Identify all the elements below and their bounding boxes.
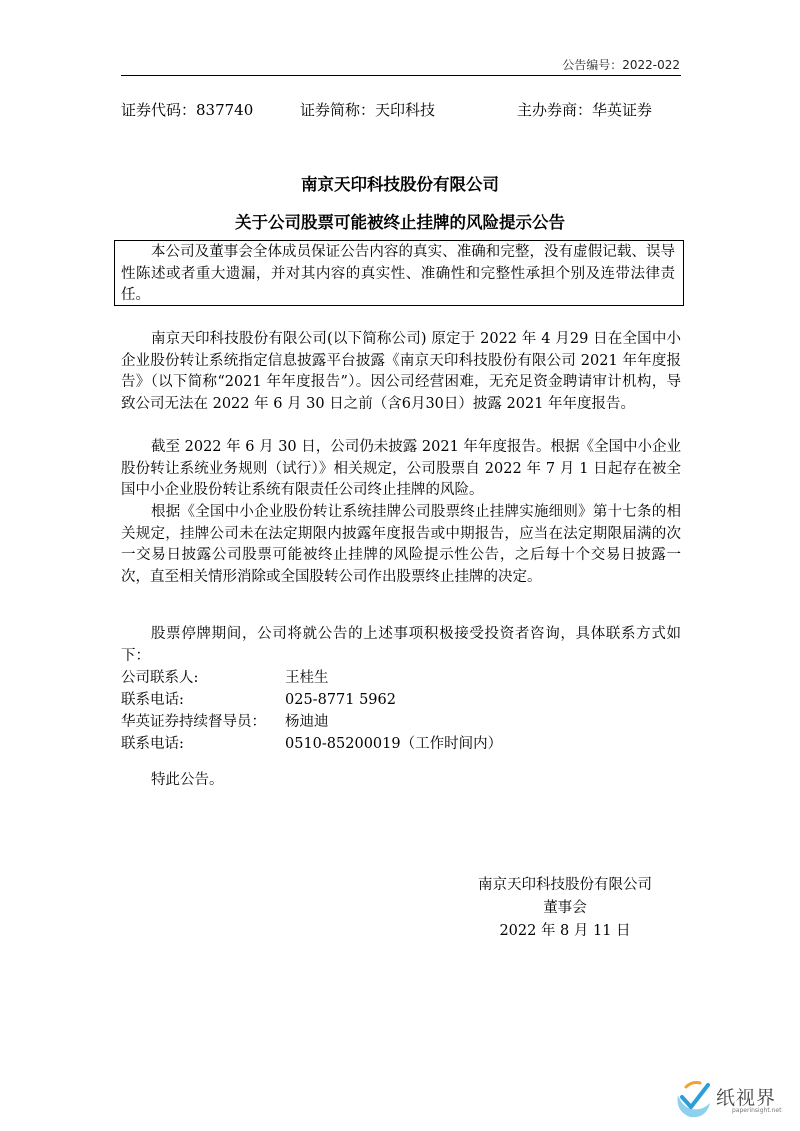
- contact-value: 王桂生: [285, 670, 329, 686]
- sponsoring-broker: 主办券商：华英证券: [517, 101, 653, 119]
- contact-label: 公司联系人:: [121, 670, 199, 686]
- company-name: 南京天印科技股份有限公司: [301, 175, 499, 194]
- header-divider: [121, 75, 681, 76]
- watermark-text: 纸视界: [716, 1087, 777, 1109]
- contact-label: 联系电话:: [121, 692, 184, 708]
- watermark: [672, 1077, 792, 1123]
- contact-value: 杨迪迪: [285, 714, 329, 730]
- contact-value: 0510-85200019（工作时间内）: [285, 736, 503, 752]
- announcement-number: 公告编号：2022-022: [562, 58, 680, 72]
- signature-board: 董事会: [543, 900, 587, 916]
- contact-value: 025-8771 5962: [285, 692, 396, 708]
- security-code: 证券代码：837740: [121, 101, 254, 119]
- paragraph-4: 股票停牌期间，公司将就公告的上述事项积极接受投资者咨询，具体联系方式如下：: [121, 626, 681, 664]
- signature-date: 2022 年 8 月 11 日: [499, 923, 631, 939]
- closing-statement: 特此公告。: [151, 772, 224, 788]
- paragraph-2: 截至 2022 年 6 月 30 日，公司仍未披露 2021 年年度报告。根据《全国中小企业股份转让系统业务规则（试行）》相关规定，公司股票自 2022 年 7 月 1 日起存在被全国中小企业股份转让系统有限责任公司终止挂牌的风险。: [121, 439, 681, 498]
- watermark-url: paperinsight.net: [732, 1107, 782, 1114]
- signature-company: 南京天印科技股份有限公司: [478, 877, 652, 893]
- paperinsight-logo-icon: [672, 1077, 714, 1121]
- security-abbreviation: 证券简称：天印科技: [300, 101, 436, 119]
- document-title: 关于公司股票可能被终止挂牌的风险提示公告: [235, 213, 565, 232]
- paragraph-3: 根据《全国中小企业股份转让系统挂牌公司股票终止挂牌实施细则》第十七条的相关规定，挂牌公司未在法定期限内披露年度报告或中期报告，应当在法定期限届满的次一交易日披露公司股票可能被终止挂牌的风险提示性公告，之后每十个交易日披露一次，直至相关情形消除或全国股转公司作出股票终止挂牌的决定。: [121, 504, 681, 585]
- paragraph-1: 南京天印科技股份有限公司(以下简称公司) 原定于 2022 年 4 月29 日在全国中小企业股份转让系统指定信息披露平台披露《南京天印科技股份有限公司 2021 年年度报告》（以下简称“2021 年年度报告”）。因公司经营困难，无充足资金聘请审计机构，导致公司无法在 2022 年 6 月 30 日之前（含6月30日）披露 2021 年年度报告。: [121, 331, 681, 412]
- board-guarantee-notice: 本公司及董事会全体成员保证公告内容的真实、准确和完整，没有虚假记载、误导性陈述或者重大遗漏，并对其内容的真实性、准确性和完整性承担个别及连带法律责任。: [114, 240, 684, 306]
- contact-label: 联系电话:: [121, 736, 184, 752]
- signature-block: [440, 874, 690, 943]
- contact-label: 华英证券持续督导员：: [121, 714, 266, 730]
